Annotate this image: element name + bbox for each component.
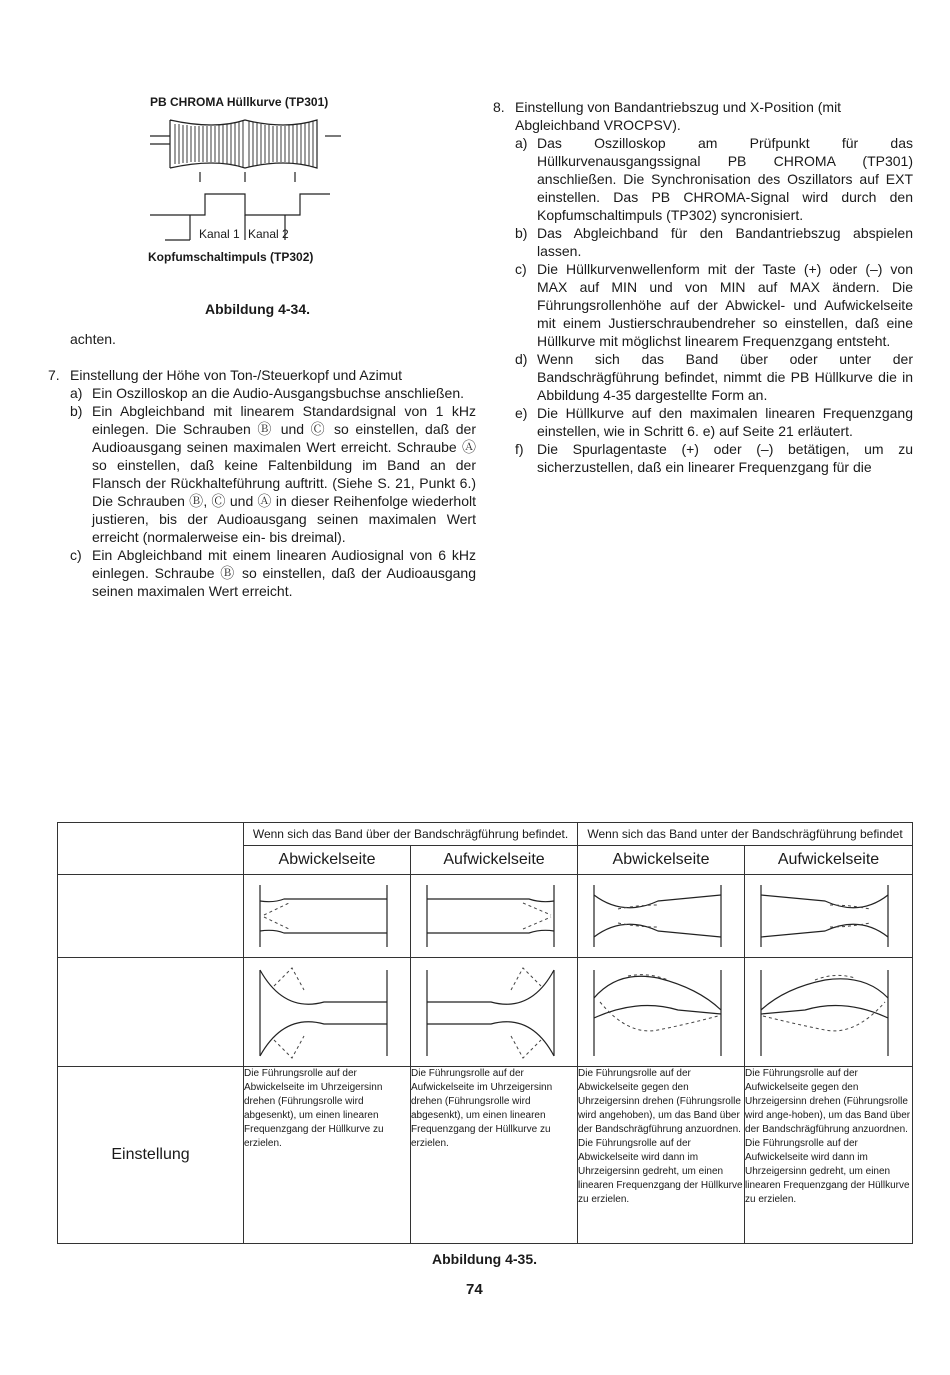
section-7-title: Einstellung der Höhe von Ton-/Steuerkopf und Azimut [70,367,403,383]
envelope-diagram [411,875,578,957]
col-header-aufwickel-under: Aufwickelseite [745,846,913,875]
waveform-cell [411,875,578,958]
figure-35-caption: Abbildung 4-35. [432,1251,537,1267]
section-8-title: Einstellung von Bandantriebszug und X-Position (mit Abgleichband VROCPSV). [515,99,842,133]
empty-row-label [58,958,244,1067]
waveform-cell [745,875,913,958]
item-label: a) [515,135,528,151]
waveform-cell [745,958,913,1067]
item-label: e) [515,405,528,421]
section-8-f-text: Die Spurlagentaste (+) oder (–) betätigen, um zu sicherzustellen, daß ein linearer Frequenzgang für die [537,441,913,475]
envelope-diagram [411,958,578,1066]
col-header-abwickel-over: Abwickelseite [244,846,411,875]
section-8-d-text: Wenn sich das Band über oder unter der Bandschrägführung befindet, nimmt die PB Hüllkurve die in Abbildung 4-35 dargestellte Form an. [537,351,913,403]
envelope-diagram [244,958,411,1066]
section-8-e-text: Die Hüllkurve auf den maximalen linearen Frequenzgang einstellen, wie in Schritt 6. e) auf Seite 21 erläutert. [537,405,913,439]
desc-abwickel-over: Die Führungsrolle auf der Abwickelseite im Uhrzeigersinn drehen (Führungsrolle wird abgesenkt), um einen linearen Frequenzgang der Hüllkurve zu erzielen. [244,1067,411,1244]
section-8-c-text: Die Hüllkurvenwellenform mit der Taste (+) oder (–) von MAX auf MIN und von MIN auf MAX ändern. Die Führungsrollenhöhe auf der Abwickel- und Aufwickelseite mit einem Justierschraubendreher so einstellen, daß eine Hüllkurve mit möglichst linearem Frequenzgang entsteht. [537,261,913,349]
item-label: d) [515,351,528,367]
waveform-cell [244,875,411,958]
waveform-cell [578,958,745,1067]
envelope-diagram [578,875,745,957]
section-8-b-text: Das Abgleichband für den Bandantriebszug abspielen lassen. [537,225,913,259]
envelope-diagram [578,958,745,1066]
figure-34-caption: Abbildung 4-34. [205,301,310,317]
col-header-aufwickel-over: Aufwickelseite [411,846,578,875]
waveform-cell [411,958,578,1067]
envelope-waveform-figure [145,112,345,252]
item-label: f) [515,441,524,457]
item-label: c) [515,261,527,277]
group-header-under: Wenn sich das Band unter der Bandschrägführung befindet [578,823,913,846]
item-label: c) [70,547,82,563]
row-label-einstellung: Einstellung [58,1067,244,1244]
desc-abwickel-under: Die Führungsrolle auf der Abwickelseite gegen den Uhrzeigersinn drehen (Führungsrolle wird angehoben), um das Band über der Bandschrägführung anzuordnen. Die Führungsrolle auf der Abwickelseite wird dann im Uhrzeigersinn gedreht, um einen linearen Frequenzgang der Hüllkurve zu erzielen. [578,1067,745,1244]
envelope-diagram [244,875,411,957]
section-7-number: 7. [48,367,60,383]
envelope-diagram [745,875,912,957]
item-label: a) [70,385,83,401]
figure-34-title: PB CHROMA Hüllkurve (TP301) [150,95,329,109]
figure-35-table [57,822,913,1244]
waveform-cell [578,875,745,958]
section-8-a-text: Das Oszilloskop am Prüfpunkt für das Hüllkurvenausgangssignal PB CHROMA (TP301) anschließen. Die Synchronisation des Oszillators auf EXT einstellen. Das PB CHROMA-Signal wird durch den Kopfumschaltimpuls (TP302) syncronisiert. [537,135,913,223]
section-8 [493,98,913,476]
kanal-1-label: Kanal 1 [199,227,240,241]
desc-aufwickel-over: Die Führungsrolle auf der Aufwickelseite im Uhrzeigersinn drehen (Führungsrolle wird abgesenkt), um einen linearen Frequenzgang der Hüllkurve zu erzielen. [411,1067,578,1244]
item-label: b) [70,403,83,419]
section-7-b-text: Ein Abgleichband mit linearem Standardsignal von 1 kHz einlegen. Die Schrauben Ⓑ und Ⓒ so einstellen, daß der Audioausgang seinen maximalen Wert erreicht. Schraube Ⓐ so einstellen, daß keine Faltenbildung im Band an der Flansch der Rückhalteführung auftritt. (Siehe S. 21, Punkt 6.) Die Schrauben Ⓑ, Ⓒ und Ⓐ in dieser Reihenfolge wiederholt justieren, bis der Audioausgang seinen maximalen Wert erreicht (normalerweise ein- bis dreimal). [92,403,476,545]
page-number: 74 [466,1281,483,1298]
col-header-abwickel-under: Abwickelseite [578,846,745,875]
desc-aufwickel-under: Die Führungsrolle auf der Aufwickelseite gegen den Uhrzeigersinn drehen (Führungsrolle wird ange-hoben), um das Band über der Bandschrägführung anzuordnen. Die Führungsrolle auf der Aufwickelseite wird dann im Uhrzeigersinn gedreht, um einen linearen Frequenzgang der Hüllkurve zu erzielen. [745,1067,913,1244]
group-header-over: Wenn sich das Band über der Bandschrägführung befindet. [244,823,578,846]
kanal-2-label: Kanal 2 [248,227,289,241]
corner-cell [58,823,244,875]
section-7-a-text: Ein Oszilloskop an die Audio-Ausgangsbuchse anschließen. [92,385,465,401]
waveform-cell [244,958,411,1067]
carry-over-text: achten. [70,331,116,347]
section-7-c-text: Ein Abgleichband mit einem linearen Audiosignal von 6 kHz einlegen. Schraube Ⓑ so einstellen, daß der Audioausgang seinen maximalen Wert erreicht. [92,547,476,599]
empty-row-label [58,875,244,958]
section-8-number: 8. [493,99,505,115]
pulse-title: Kopfumschaltimpuls (TP302) [148,250,314,264]
section-7 [48,366,476,600]
envelope-diagram [745,958,912,1066]
item-label: b) [515,225,528,241]
